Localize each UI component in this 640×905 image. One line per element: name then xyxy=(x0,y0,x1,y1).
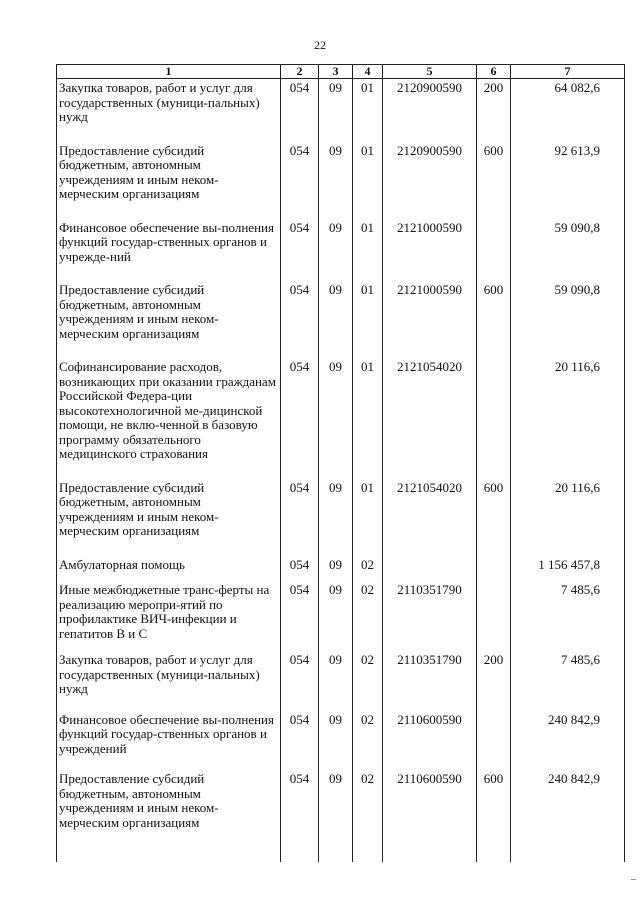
amount-cell: 59 090,8 xyxy=(511,219,625,282)
row-name-cell: Закупка товаров, работ и услуг для государственных (муници-пальных) нужд xyxy=(57,651,281,711)
filler-cell xyxy=(319,830,353,862)
section-cell: 09 xyxy=(319,479,353,556)
budget-table xyxy=(56,64,625,862)
code-cell: 054 xyxy=(281,142,319,219)
header-col-4: 4 xyxy=(353,65,383,79)
filler-cell xyxy=(477,830,511,862)
filler-cell xyxy=(383,830,477,862)
header-col-7: 7 xyxy=(511,65,625,79)
amount-cell: 20 116,6 xyxy=(511,479,625,556)
target-code-cell: 2121054020 xyxy=(383,479,477,556)
row-name-cell: Иные межбюджетные транс-ферты на реализацию меропри-ятий по профилактике ВИЧ-инфекции и гепатитов В и С xyxy=(57,581,281,651)
table-row xyxy=(57,479,625,556)
section-cell: 09 xyxy=(319,219,353,282)
subsection-cell: 01 xyxy=(353,358,383,479)
target-code-cell: 2120900590 xyxy=(383,142,477,219)
table-row xyxy=(57,770,625,830)
section-cell: 09 xyxy=(319,281,353,358)
amount-cell: 64 082,6 xyxy=(511,79,625,142)
header-row xyxy=(57,65,625,79)
header-col-3: 3 xyxy=(319,65,353,79)
row-name-cell: Софинансирование расходов, возникающих при оказании гражданам Российской Федера-ции высокотехнологичной ме-дицинской помощи, не вклю-ченной в базовую программу обязательного медицинского страхования xyxy=(57,358,281,479)
code-cell: 054 xyxy=(281,281,319,358)
expense-type-cell: 200 xyxy=(477,79,511,142)
expense-type-cell xyxy=(477,358,511,479)
subsection-cell: 02 xyxy=(353,556,383,582)
row-name-cell: Финансовое обеспечение вы-полнения функций государ-ственных органов и учрежде-ний xyxy=(57,219,281,282)
table-body xyxy=(57,79,625,863)
subsection-cell: 02 xyxy=(353,651,383,711)
table-row xyxy=(57,219,625,282)
target-code-cell: 2110351790 xyxy=(383,651,477,711)
subsection-cell: 01 xyxy=(353,79,383,142)
table-row xyxy=(57,651,625,711)
code-cell: 054 xyxy=(281,556,319,582)
expense-type-cell: 600 xyxy=(477,281,511,358)
subsection-cell: 01 xyxy=(353,479,383,556)
amount-cell: 7 485,6 xyxy=(511,651,625,711)
target-code-cell: 2110351790 xyxy=(383,581,477,651)
amount-cell: 240 842,9 xyxy=(511,711,625,771)
code-cell: 054 xyxy=(281,581,319,651)
section-cell: 09 xyxy=(319,79,353,142)
amount-cell: 240 842,9 xyxy=(511,770,625,830)
table-row xyxy=(57,581,625,651)
expense-type-cell: 600 xyxy=(477,479,511,556)
header-col-1: 1 xyxy=(57,65,281,79)
section-cell: 09 xyxy=(319,581,353,651)
table-row xyxy=(57,711,625,771)
row-name-cell: Предоставление субсидий бюджетным, автономным учреждениям и иным неком-мерческим организациям xyxy=(57,479,281,556)
section-cell: 09 xyxy=(319,142,353,219)
section-cell: 09 xyxy=(319,358,353,479)
table-row xyxy=(57,79,625,142)
target-code-cell: 2121054020 xyxy=(383,358,477,479)
table-row xyxy=(57,556,625,582)
header-col-2: 2 xyxy=(281,65,319,79)
code-cell: 054 xyxy=(281,651,319,711)
filler-cell xyxy=(57,830,281,862)
amount-cell: 7 485,6 xyxy=(511,581,625,651)
code-cell: 054 xyxy=(281,358,319,479)
header-col-5: 5 xyxy=(383,65,477,79)
subsection-cell: 02 xyxy=(353,711,383,771)
amount-cell: 59 090,8 xyxy=(511,281,625,358)
target-code-cell: 2110600590 xyxy=(383,770,477,830)
amount-cell: 20 116,6 xyxy=(511,358,625,479)
target-code-cell: 2110600590 xyxy=(383,711,477,771)
row-name-cell: Предоставление субсидий бюджетным, автономным учреждениям и иным неком-мерческим организациям xyxy=(57,142,281,219)
filler-cell xyxy=(281,830,319,862)
subsection-cell: 02 xyxy=(353,770,383,830)
expense-type-cell xyxy=(477,219,511,282)
code-cell: 054 xyxy=(281,711,319,771)
expense-type-cell: 200 xyxy=(477,651,511,711)
table-row xyxy=(57,281,625,358)
target-code-cell: 2120900590 xyxy=(383,79,477,142)
subsection-cell: 01 xyxy=(353,219,383,282)
expense-type-cell xyxy=(477,711,511,771)
code-cell: 054 xyxy=(281,479,319,556)
target-code-cell: 2121000590 xyxy=(383,281,477,358)
code-cell: 054 xyxy=(281,219,319,282)
amount-cell: 92 613,9 xyxy=(511,142,625,219)
row-name-cell: Финансовое обеспечение вы-полнения функций государ-ственных органов и учреждений xyxy=(57,711,281,771)
target-code-cell: 2121000590 xyxy=(383,219,477,282)
filler-cell xyxy=(353,830,383,862)
expense-type-cell xyxy=(477,581,511,651)
amount-cell: 1 156 457,8 xyxy=(511,556,625,582)
filler-cell xyxy=(511,830,625,862)
table-row xyxy=(57,358,625,479)
row-name-cell: Предоставление субсидий бюджетным, автономным учреждениям и иным неком-мерческим организациям xyxy=(57,281,281,358)
subsection-cell: 02 xyxy=(353,581,383,651)
section-cell: 09 xyxy=(319,711,353,771)
row-name-cell: Амбулаторная помощь xyxy=(57,556,281,582)
page-number: 22 xyxy=(314,38,326,52)
section-cell: 09 xyxy=(319,651,353,711)
expense-type-cell xyxy=(477,556,511,582)
table-filler-row xyxy=(57,830,625,862)
target-code-cell xyxy=(383,556,477,582)
table-row xyxy=(57,142,625,219)
row-name-cell: Предоставление субсидий бюджетным, автономным учреждениям и иным неком-мерческим организациям xyxy=(57,770,281,830)
code-cell: 054 xyxy=(281,770,319,830)
section-cell: 09 xyxy=(319,556,353,582)
header-col-6: 6 xyxy=(477,65,511,79)
expense-type-cell: 600 xyxy=(477,770,511,830)
row-name-cell: Закупка товаров, работ и услуг для государственных (муници-пальных) нужд xyxy=(57,79,281,142)
subsection-cell: 01 xyxy=(353,142,383,219)
code-cell: 054 xyxy=(281,79,319,142)
corner-mark: – xyxy=(631,874,636,885)
expense-type-cell: 600 xyxy=(477,142,511,219)
subsection-cell: 01 xyxy=(353,281,383,358)
section-cell: 09 xyxy=(319,770,353,830)
